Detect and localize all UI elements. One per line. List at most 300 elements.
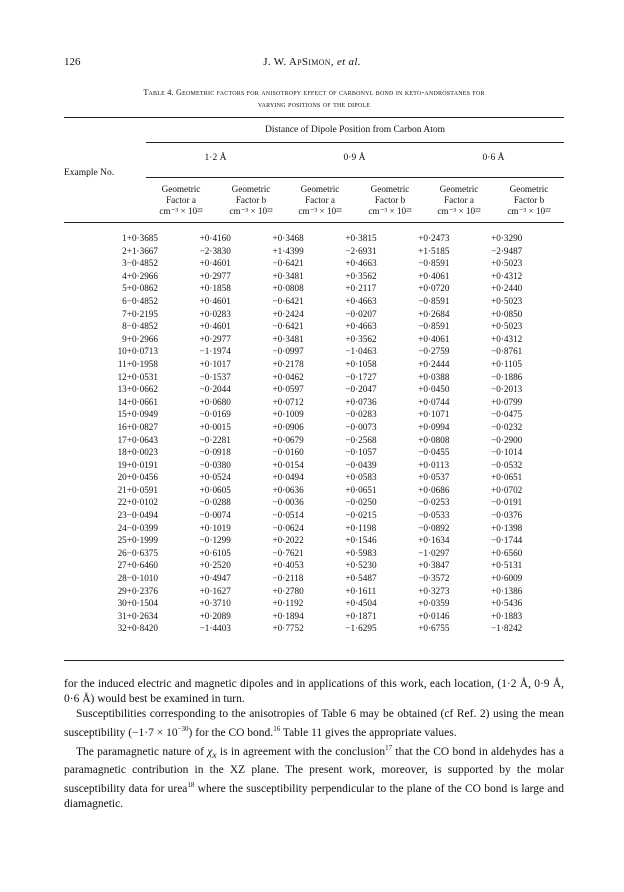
table-row	[64, 421, 564, 434]
running-head-author: J. W. ApSimon,	[263, 56, 334, 68]
factor-value-cell: −0·0215	[345, 510, 377, 521]
table-row	[64, 345, 564, 358]
factor-value-cell: −0·2281	[199, 434, 231, 445]
table-row	[64, 597, 564, 610]
table-body	[64, 232, 564, 635]
running-head-etal: et al.	[336, 56, 361, 68]
factor-value-cell: +0·0712	[272, 396, 304, 407]
factor-value-cell: +0·0591	[126, 484, 158, 495]
example-number-cell: 18	[117, 447, 127, 458]
table-row	[64, 559, 564, 572]
col-header-4-line-2: Factor b	[374, 195, 406, 205]
col-header-4	[355, 184, 425, 217]
factor-value-cell: +0·0651	[491, 472, 523, 483]
col-header-1-line-1: Geometric	[161, 184, 201, 194]
factor-value-cell: +0·0850	[491, 308, 523, 319]
table-row	[64, 270, 564, 283]
example-number-cell: 28	[117, 573, 127, 584]
factor-value-cell: −0·0250	[345, 497, 377, 508]
example-number-cell: 17	[117, 434, 127, 445]
factor-value-cell: +0·4663	[345, 258, 377, 269]
table-row	[64, 547, 564, 560]
factor-value-cell: +0·0736	[345, 396, 377, 407]
factor-value-cell: +0·1009	[272, 409, 304, 420]
factor-value-cell: +0·0102	[126, 497, 158, 508]
body-text	[64, 677, 564, 812]
factor-value-cell: +0·2022	[272, 535, 304, 546]
factor-value-cell: −0·0036	[272, 497, 304, 508]
factor-value-cell: +0·0191	[126, 459, 158, 470]
table-caption	[64, 87, 564, 111]
example-number-cell: 31	[117, 610, 127, 621]
example-number-cell: 32	[117, 623, 127, 634]
col-header-5-unit: cm⁻³ × 10²²	[437, 206, 481, 216]
factor-value-cell: +0·4160	[199, 233, 231, 243]
factor-value-cell: +0·1058	[345, 358, 377, 369]
col-header-4-line-1: Geometric	[370, 184, 410, 194]
table-row	[64, 358, 564, 371]
col-header-6	[494, 184, 564, 217]
factor-value-cell: +0·4663	[345, 321, 377, 332]
factor-value-cell: +0·0015	[199, 421, 231, 432]
factor-value-cell: +0·4504	[345, 598, 377, 609]
factor-value-cell: +0·2684	[418, 308, 450, 319]
paragraph-3-text-b: is in agreement with the conclusion	[216, 745, 386, 758]
factor-value-cell: +0·1386	[491, 585, 523, 596]
factor-value-cell: −0·8591	[418, 258, 450, 269]
factor-value-cell: +0·2424	[272, 308, 304, 319]
table-row	[64, 509, 564, 522]
factor-value-cell: +0·3847	[418, 560, 450, 571]
factor-value-cell: +0·1894	[272, 610, 304, 621]
factor-value-cell: −0·0494	[126, 510, 158, 521]
factor-value-cell: −0·2759	[418, 346, 450, 357]
factor-value-cell: +0·0994	[418, 421, 450, 432]
factor-value-cell: +0·0713	[126, 346, 158, 357]
table-row	[64, 585, 564, 598]
factor-value-cell: +0·0651	[345, 484, 377, 495]
factor-value-cell: +0·0686	[418, 484, 450, 495]
factor-value-cell: −1·0297	[418, 547, 450, 558]
factor-value-cell: +0·1999	[126, 535, 158, 546]
table-row	[64, 320, 564, 333]
factor-value-cell: +0·0494	[272, 472, 304, 483]
factor-value-cell: +0·4601	[199, 258, 231, 269]
factor-value-cell: +0·0662	[126, 384, 158, 395]
paragraph-2-text-b: ) for the CO bond.	[188, 726, 274, 739]
factor-value-cell: −0·0283	[345, 409, 377, 420]
factor-value-cell: −1·6295	[345, 623, 377, 634]
factor-value-cell: −1·1974	[199, 346, 231, 357]
factor-value-cell: +0·1627	[199, 585, 231, 596]
factor-value-cell: −0·0160	[272, 447, 304, 458]
factor-value-cell: −1·0463	[345, 346, 377, 357]
distance-1-2: 1·2 Å	[204, 153, 227, 163]
factor-value-cell: +1·3667	[126, 245, 158, 256]
table-row	[64, 232, 564, 245]
distance-rule	[146, 177, 564, 178]
factor-value-cell: −0·2044	[199, 384, 231, 395]
factor-value-cell: −0·3572	[418, 573, 450, 584]
factor-value-cell: +0·0949	[126, 409, 158, 420]
factor-value-cell: −0·8761	[491, 346, 523, 357]
example-number-cell: 26	[117, 547, 127, 558]
example-number-cell: 6	[122, 295, 127, 306]
factor-value-cell: −0·0376	[491, 510, 523, 521]
factor-value-cell: +0·0283	[199, 308, 231, 319]
table-row	[64, 610, 564, 623]
factor-value-cell: −0·0399	[126, 522, 158, 533]
example-no-header: Example No.	[64, 168, 115, 178]
example-number-cell: 16	[117, 421, 127, 432]
paragraph-2-ref: 16	[273, 725, 281, 733]
factor-value-cell: +0·1017	[199, 358, 231, 369]
col-header-6-line-2: Factor b	[513, 195, 545, 205]
paragraph-3-ref-1: 17	[385, 743, 393, 752]
factor-value-cell: +0·1634	[418, 535, 450, 546]
table-row	[64, 245, 564, 258]
example-number-cell: 20	[117, 472, 127, 483]
example-number-cell: 11	[117, 358, 127, 369]
factor-value-cell: −0·0532	[491, 459, 523, 470]
factor-value-cell: −0·2568	[345, 434, 377, 445]
factor-value-cell: +0·1504	[126, 598, 158, 609]
factor-value-cell: +0·0744	[418, 396, 450, 407]
factor-value-cell: −0·1299	[199, 535, 231, 546]
table-row	[64, 522, 564, 535]
geometric-factors-table	[64, 232, 564, 635]
factor-value-cell: −0·6421	[272, 295, 304, 306]
factor-value-cell: +0·0537	[418, 472, 450, 483]
table-row	[64, 371, 564, 384]
factor-value-cell: +0·1858	[199, 283, 231, 294]
table-caption-line-2: varying positions of the dipole	[257, 100, 371, 109]
example-number-cell: 14	[117, 396, 127, 407]
factor-value-cell: −0·0232	[491, 421, 523, 432]
factor-value-cell: +0·3481	[272, 333, 304, 344]
factor-value-cell: +0·2473	[418, 233, 450, 243]
example-number-cell: 5	[122, 283, 127, 294]
factor-value-cell: +0·0146	[418, 610, 450, 621]
table-row	[64, 622, 564, 635]
example-number-cell: 2	[122, 245, 127, 256]
factor-value-cell: −0·7621	[272, 547, 304, 558]
factor-value-cell: +0·1398	[491, 522, 523, 533]
factor-value-cell: +0·0583	[345, 472, 377, 483]
factor-value-cell: +0·2977	[199, 270, 231, 281]
factor-value-cell: −0·6421	[272, 321, 304, 332]
paragraph-3	[64, 741, 564, 812]
factor-value-cell: −1·4403	[199, 623, 231, 634]
table-caption-line-1: Table 4. Geometric factors for anisotropy effect of carbonyl bond in keto-androstanes for	[143, 88, 485, 97]
factor-value-cell: +0·2089	[199, 610, 231, 621]
col-header-3-line-2: Factor a	[305, 195, 335, 205]
factor-value-cell: +0·0636	[272, 484, 304, 495]
group-header-rule	[146, 142, 564, 143]
factor-value-cell: +0·6105	[199, 547, 231, 558]
factor-value-cell: +0·4663	[345, 295, 377, 306]
paragraph-3-chi-sub: x	[212, 749, 217, 761]
factor-value-cell: +0·0679	[272, 434, 304, 445]
table-row	[64, 484, 564, 497]
col-header-4-unit: cm⁻³ × 10²²	[368, 206, 412, 216]
factor-value-cell: −0·0380	[199, 459, 231, 470]
factor-value-cell: +0·0720	[418, 283, 450, 294]
factor-value-cell: +0·2780	[272, 585, 304, 596]
paragraph-3-chi: χ	[207, 745, 213, 758]
factor-value-cell: +0·3481	[272, 270, 304, 281]
table-row	[64, 572, 564, 585]
paragraph-3-ref-2: 18	[187, 780, 195, 789]
example-number-cell: 24	[117, 522, 127, 533]
factor-value-cell: +0·3562	[345, 270, 377, 281]
factor-value-cell: −0·2900	[491, 434, 523, 445]
paragraph-2-text-c: Table 11 gives the appropriate values.	[280, 726, 457, 739]
factor-value-cell: +0·4061	[418, 333, 450, 344]
factor-value-cell: +0·4947	[199, 573, 231, 584]
factor-value-cell: +0·6009	[491, 573, 523, 584]
table-row	[64, 282, 564, 295]
factor-value-cell: −0·0624	[272, 522, 304, 533]
table-row	[64, 459, 564, 472]
example-number-cell: 12	[117, 371, 127, 382]
col-header-3-unit: cm⁻³ × 10²²	[298, 206, 342, 216]
factor-value-cell: −0·1010	[126, 573, 158, 584]
table-row	[64, 408, 564, 421]
factor-value-cell: +0·3685	[126, 233, 158, 243]
factor-value-cell: +0·5487	[345, 573, 377, 584]
factor-value-cell: +0·0808	[272, 283, 304, 294]
distance-0-9: 0·9 Å	[343, 153, 366, 163]
table-row	[64, 333, 564, 346]
factor-value-cell: +0·1198	[345, 522, 377, 533]
table-row	[64, 308, 564, 321]
col-header-2-unit: cm⁻³ × 10²²	[229, 206, 273, 216]
factor-value-cell: +0·2977	[199, 333, 231, 344]
factor-value-cell: +0·0524	[199, 472, 231, 483]
factor-value-cell: +0·3815	[345, 233, 377, 243]
factor-value-cell: −0·1886	[491, 371, 523, 382]
factor-value-cell: −2·3830	[199, 245, 231, 256]
factor-value-cell: +0·0462	[272, 371, 304, 382]
factor-value-cell: +0·0154	[272, 459, 304, 470]
factor-value-cell: +0·1071	[418, 409, 450, 420]
factor-value-cell: −0·0455	[418, 447, 450, 458]
distance-0-6: 0·6 Å	[482, 153, 505, 163]
factor-value-cell: +0·2520	[199, 560, 231, 571]
col-header-5	[424, 184, 494, 217]
table-row	[64, 434, 564, 447]
table-row	[64, 534, 564, 547]
factor-value-cell: +0·2966	[126, 333, 158, 344]
factor-value-cell: −2·6931	[345, 245, 377, 256]
paragraph-2-exponent: −30	[177, 725, 189, 733]
factor-value-cell: −0·8591	[418, 295, 450, 306]
factor-value-cell: −0·0997	[272, 346, 304, 357]
example-number-cell: 4	[122, 270, 127, 281]
factor-value-cell: +0·4312	[491, 270, 523, 281]
factor-value-cell: +0·0023	[126, 447, 158, 458]
distance-group-header: Distance of Dipole Position from Carbon Atom	[265, 125, 445, 135]
factor-value-cell: +0·3273	[418, 585, 450, 596]
factor-value-cell: +0·0862	[126, 283, 158, 294]
table-row	[64, 471, 564, 484]
table-row	[64, 446, 564, 459]
factor-value-cell: +0·1611	[345, 585, 377, 596]
factor-value-cell: +1·5185	[418, 245, 450, 256]
example-number-cell: 22	[117, 497, 127, 508]
col-header-6-line-1: Geometric	[509, 184, 549, 194]
factor-value-cell: +0·0359	[418, 598, 450, 609]
factor-value-cell: +0·2117	[345, 283, 377, 294]
factor-value-cell: +0·3468	[272, 233, 304, 243]
factor-value-cell: +0·0388	[418, 371, 450, 382]
col-header-1-line-2: Factor a	[166, 195, 196, 205]
factor-value-cell: −0·1537	[199, 371, 231, 382]
factor-value-cell: +0·8420	[126, 623, 158, 634]
example-number-cell: 1	[122, 233, 127, 243]
table-top-rule	[64, 117, 564, 118]
factor-value-cell: −1·8242	[491, 623, 523, 634]
example-number-cell: 8	[122, 321, 127, 332]
factor-value-cell: +0·1105	[491, 358, 522, 369]
factor-value-cell: −2·9487	[491, 245, 523, 256]
example-number-cell: 9	[122, 333, 127, 344]
example-number-cell: 15	[117, 409, 127, 420]
col-header-3	[285, 184, 355, 217]
factor-value-cell: +0·2444	[418, 358, 450, 369]
col-header-2-line-1: Geometric	[231, 184, 271, 194]
factor-value-cell: +0·5023	[491, 258, 523, 269]
factor-value-cell: +0·0799	[491, 396, 523, 407]
factor-value-cell: −0·4852	[126, 321, 158, 332]
factor-value-cell: −0·2118	[272, 573, 304, 584]
factor-value-cell: −0·0514	[272, 510, 304, 521]
factor-value-cell: −0·1727	[345, 371, 377, 382]
example-number-cell: 13	[117, 384, 127, 395]
factor-value-cell: +0·7752	[272, 623, 304, 634]
factor-value-cell: −0·0475	[491, 409, 523, 420]
factor-value-cell: +0·6755	[418, 623, 450, 634]
factor-value-cell: +0·0680	[199, 396, 231, 407]
factor-value-cell: −0·0439	[345, 459, 377, 470]
factor-value-cell: +0·5023	[491, 321, 523, 332]
factor-value-cell: +0·1192	[272, 598, 304, 609]
col-header-1	[146, 184, 216, 217]
factor-value-cell: −0·0533	[418, 510, 450, 521]
table-row	[64, 396, 564, 409]
factor-value-cell: +0·0808	[418, 434, 450, 445]
factor-value-cell: −0·0191	[491, 497, 523, 508]
factor-value-cell: +0·5131	[491, 560, 523, 571]
factor-value-cell: +0·2178	[272, 358, 304, 369]
factor-value-cell: −0·4852	[126, 295, 158, 306]
factor-value-cell: −0·2013	[491, 384, 523, 395]
example-number-cell: 27	[117, 560, 127, 571]
factor-value-cell: +0·5436	[491, 598, 523, 609]
factor-value-cell: +0·4601	[199, 295, 231, 306]
paragraph-1: for the induced electric and magnetic dipoles and in applications of this work, each location, (1·2 Å, 0·9 Å, 0·6 Å) would best be examined in turn.	[64, 678, 564, 705]
factor-value-cell: −0·4852	[126, 258, 158, 269]
page-number: 126	[64, 56, 81, 68]
factor-value-cell: +0·6560	[491, 547, 523, 558]
col-header-5-line-2: Factor a	[444, 195, 474, 205]
example-number-cell: 25	[117, 535, 127, 546]
factor-value-cell: −0·0207	[345, 308, 377, 319]
factor-value-cell: +0·5230	[345, 560, 377, 571]
table-row	[64, 383, 564, 396]
factor-value-cell: +0·1019	[199, 522, 231, 533]
factor-value-cell: −0·6421	[272, 258, 304, 269]
factor-value-cell: −0·0253	[418, 497, 450, 508]
col-header-6-unit: cm⁻³ × 10²²	[507, 206, 551, 216]
paragraph-2-text-a: Susceptibilities corresponding to the anisotropies of Table 6 may be obtained (cf Ref. 2) using the mean susceptibility (−1·7 × 10	[64, 708, 564, 739]
table-row	[64, 295, 564, 308]
table-row	[64, 257, 564, 270]
example-number-cell: 23	[117, 510, 127, 521]
factor-value-cell: +0·0906	[272, 421, 304, 432]
factor-value-cell: +0·0456	[126, 472, 158, 483]
factor-value-cell: −0·0169	[199, 409, 231, 420]
paragraph-2	[64, 707, 564, 741]
factor-value-cell: +0·0113	[418, 459, 450, 470]
paragraph-3-text-c: that the CO bond in aldehydes has a paramagnetic contribution in the XZ plane. The present work, moreover, is supported by the molar susceptibility data for urea	[64, 745, 564, 795]
factor-value-cell: +0·0661	[126, 396, 158, 407]
factor-value-cell: +0·4061	[418, 270, 450, 281]
factor-value-cell: −0·8591	[418, 321, 450, 332]
table-bottom-rule	[64, 660, 564, 661]
factor-value-cell: +0·2195	[126, 308, 158, 319]
example-number-cell: 21	[117, 484, 127, 495]
factor-value-cell: +0·0531	[126, 371, 158, 382]
factor-value-cell: +0·0643	[126, 434, 158, 445]
col-header-1-unit: cm⁻³ × 10²²	[159, 206, 203, 216]
factor-value-cell: −0·2047	[345, 384, 377, 395]
factor-value-cell: +0·0827	[126, 421, 158, 432]
factor-value-cell: +0·1871	[345, 610, 377, 621]
factor-value-cell: −0·1057	[345, 447, 377, 458]
factor-value-cell: −0·0288	[199, 497, 231, 508]
factor-value-cell: +0·4601	[199, 321, 231, 332]
factor-value-cell: +0·2634	[126, 610, 158, 621]
factor-value-cell: −0·0074	[199, 510, 231, 521]
factor-value-cell: −0·0918	[199, 447, 231, 458]
example-number-cell: 19	[117, 459, 127, 470]
factor-value-cell: +1·4399	[272, 245, 304, 256]
factor-value-cell: +0·0702	[491, 484, 523, 495]
factor-value-cell: −0·1014	[491, 447, 523, 458]
header-bottom-rule	[64, 222, 564, 223]
factor-value-cell: +0·3710	[199, 598, 231, 609]
col-header-2	[216, 184, 286, 217]
factor-value-cell: +0·4053	[272, 560, 304, 571]
example-number-cell: 10	[117, 346, 127, 357]
factor-value-cell: +0·1883	[491, 610, 523, 621]
factor-value-cell: −0·6375	[126, 547, 158, 558]
factor-value-cell: −0·0073	[345, 421, 377, 432]
col-header-3-line-1: Geometric	[300, 184, 340, 194]
factor-value-cell: +0·0597	[272, 384, 304, 395]
factor-value-cell: +0·0450	[418, 384, 450, 395]
factor-value-cell: +0·6460	[126, 560, 158, 571]
example-number-cell: 29	[117, 585, 127, 596]
col-header-2-line-2: Factor b	[235, 195, 267, 205]
paragraph-3-text-a: The paramagnetic nature of	[76, 745, 208, 758]
factor-value-cell: +0·2966	[126, 270, 158, 281]
factor-value-cell: +0·4312	[491, 333, 523, 344]
factor-value-cell: +0·5023	[491, 295, 523, 306]
factor-value-cell: +0·0605	[199, 484, 231, 495]
